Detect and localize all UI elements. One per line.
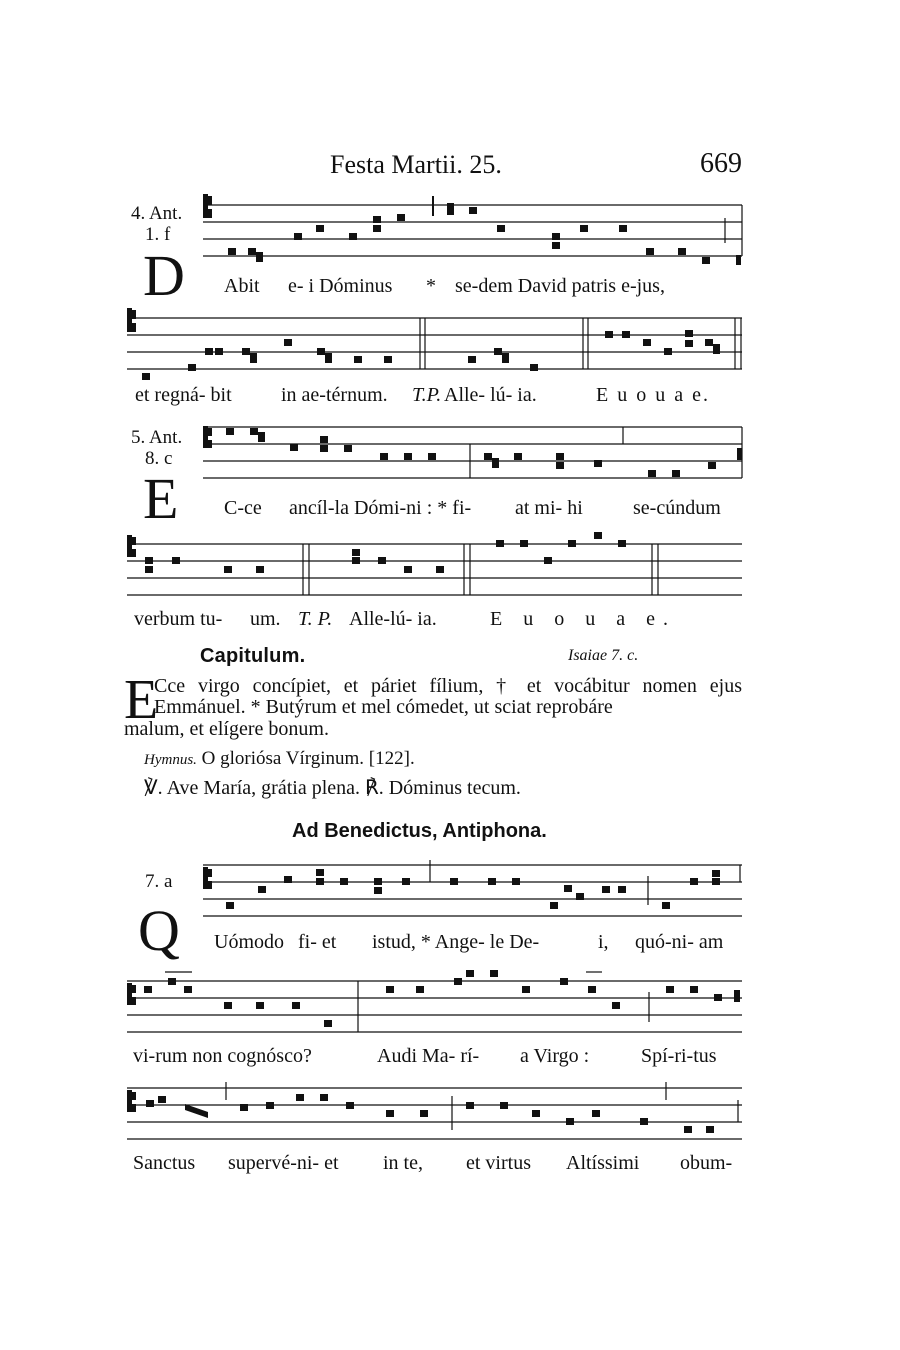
lyric: E u o u a e. (596, 384, 710, 406)
lyric: a Virgo : (520, 1045, 590, 1067)
lyric: fi- et (298, 931, 337, 953)
mode-label: 5. Ant. (131, 427, 183, 448)
mode-label: 4. Ant. (131, 203, 183, 224)
lyric: * (426, 275, 436, 297)
lyric: E u o u a e. (490, 608, 676, 630)
initial-letter: E (124, 669, 159, 731)
section-heading: Ad Benedictus, Antiphona. (292, 820, 547, 842)
scripture-reference: Isaiae 7. c. (568, 647, 639, 664)
lyric: Uómodo (214, 931, 284, 953)
lyric: in te, (383, 1152, 423, 1174)
lyric: se-cúndum (633, 497, 721, 519)
lyric: et virtus (466, 1152, 531, 1174)
initial-letter: E (143, 466, 179, 531)
lyric: Audi Ma- rí- (377, 1045, 480, 1067)
hymn-label: Hymnus. (144, 752, 197, 768)
lyric: verbum tu- (134, 608, 223, 630)
lyric: in ae-térnum. (281, 384, 388, 406)
lyric: Spí-ri-tus (641, 1045, 717, 1067)
lyric: et regná- bit (135, 384, 232, 406)
lyric: Alle-lú- ia. (349, 608, 437, 630)
lyric: Sanctus (133, 1152, 196, 1174)
lyric: ancíl-la Dómi-ni : * fi- (289, 497, 472, 519)
initial-letter: Q (138, 898, 180, 963)
lyric: at mi- hi (515, 497, 583, 519)
capitulum-text: Cce virgo concípiet, et páriet fílium, † et vocábitur nomen ejus Emmánuel. * Butýrum et mel cómedet, ut sciat reprobáre (154, 675, 742, 718)
lyric: obum- (680, 1152, 733, 1174)
lyric: Alle- lú- ia. (444, 384, 537, 406)
section-heading: Capitulum. (200, 645, 306, 667)
mode-sub: 1. f (145, 224, 171, 245)
lyric: Altíssimi (566, 1152, 640, 1174)
hymn-text: O gloriósa Vírginum. [122]. (201, 748, 415, 769)
lyric: istud, * Ange- le De- (372, 931, 540, 953)
lyric: T. P. (298, 608, 333, 630)
lyric: e- i Dóminus (288, 275, 393, 297)
mode-sub: 8. c (145, 448, 173, 469)
lyric: quó-ni- am (635, 931, 724, 953)
lyric: T.P. (412, 384, 442, 406)
lyric: Abit (224, 275, 260, 297)
page-number: 669 (700, 148, 742, 179)
versicle: ℣. Ave María, grátia plena. ℟. Dóminus tecum. (144, 777, 521, 799)
mode-label: 7. a (145, 871, 173, 892)
hymn-line (144, 748, 415, 770)
lyric: um. (250, 608, 281, 630)
capitulum-text-end: malum, et elígere bonum. (124, 718, 329, 740)
lyric: C-ce (224, 497, 262, 519)
lyric: vi-rum non cognósco? (133, 1045, 312, 1067)
lyric: se-dem David patris e-jus, (455, 275, 665, 297)
initial-letter: D (143, 243, 185, 308)
page-title: Festa Martii. 25. (330, 150, 502, 179)
lyric: i, (598, 931, 609, 953)
lyric: supervé-ni- et (228, 1152, 339, 1174)
